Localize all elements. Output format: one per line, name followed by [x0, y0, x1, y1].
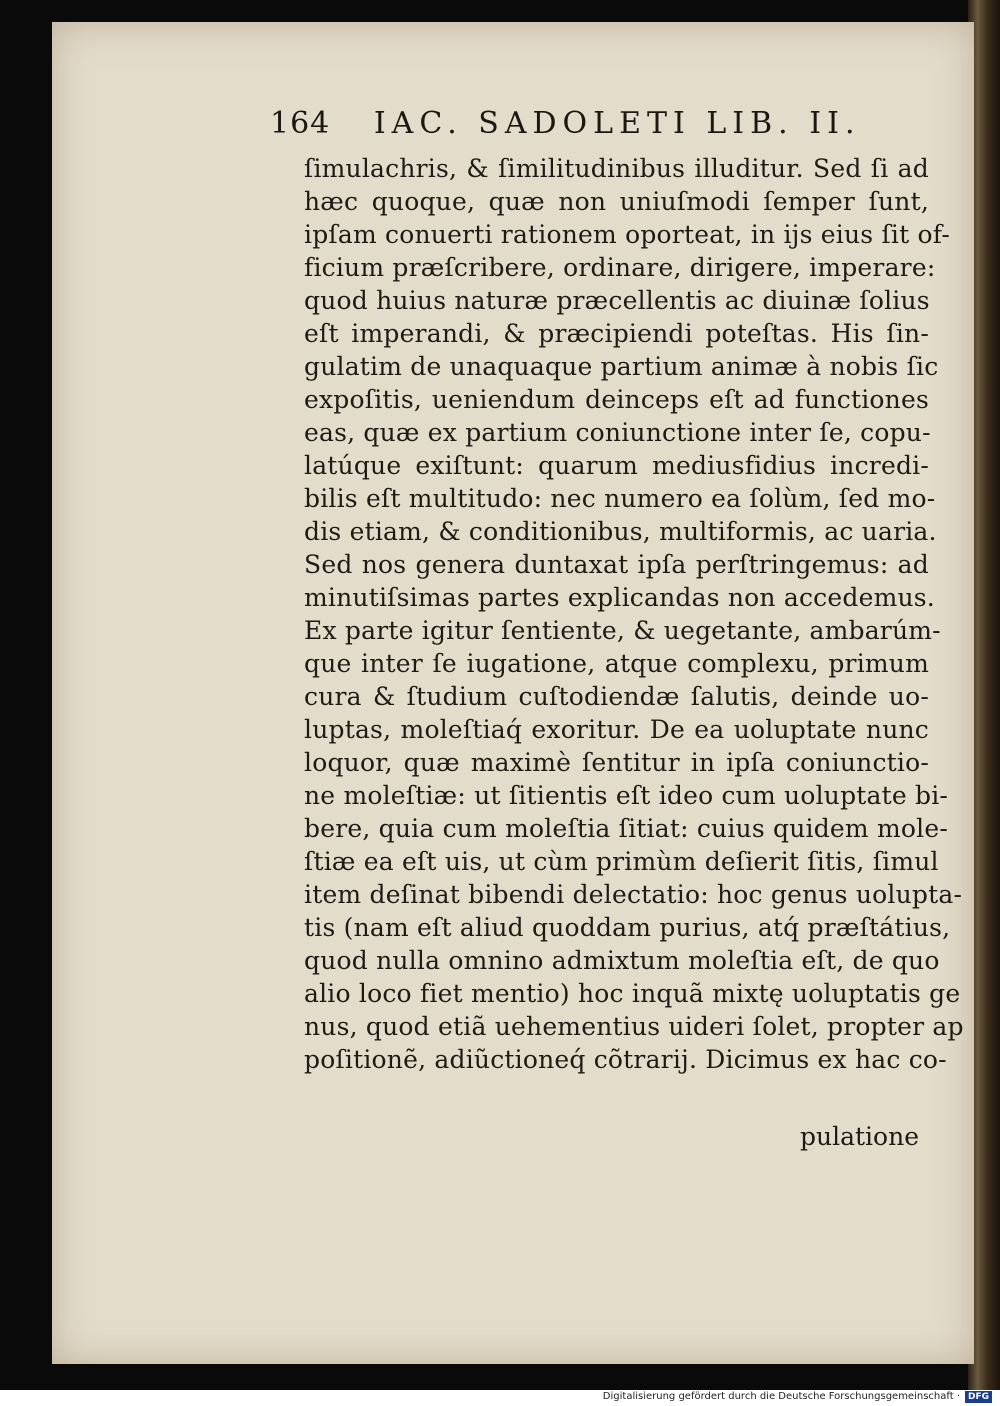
text-line: bere, quia cum moleſtia ſitiat: cuius quidem mole- [304, 814, 948, 843]
body-text [304, 152, 964, 1076]
text-line: Sed nos genera duntaxat ipſa perſtringemus: ad [304, 550, 929, 579]
catchword: pulatione [800, 1122, 919, 1151]
text-line: ficium præſcribere, ordinare, dirigere, imperare: [304, 253, 936, 282]
text-line: quod huius naturæ præcellentis ac diuinæ ſolius [304, 286, 930, 315]
text-line: ne moleſtiæ: ut ſitientis eſt ideo cum uoluptate bi- [304, 781, 949, 810]
text-line: Ex parte igitur ſentiente, & uegetante, ambarúm- [304, 616, 941, 645]
text-line: ipſam conuerti rationem oporteat, in ijs eius ſit of- [304, 220, 950, 249]
page-number: 164 [270, 106, 331, 141]
text-line: eas, quæ ex partium coniunctione inter ſe, copu- [304, 418, 931, 447]
running-header [270, 106, 890, 142]
text-line: nus, quod etiã uehementius uideri ſolet, propter ap [304, 1012, 964, 1041]
text-line: item deſinat bibendi delectatio: hoc genus uolupta- [304, 880, 963, 909]
running-title: IAC. SADOLETI LIB. II. [373, 106, 861, 141]
text-line: alio loco fiet mentio) hoc inquã mixtę uoluptatis ge [304, 979, 961, 1008]
text-line: dis etiam, & conditionibus, multiformis, ac uaria. [304, 517, 937, 546]
text-line: cura & ſtudium cuſtodiendæ ſalutis, deinde uo- [304, 682, 929, 711]
text-line: minutiſsimas partes explicandas non accedemus. [304, 583, 935, 612]
text-line: hæc quoque, quæ non uniuſmodi ſemper ſunt, [304, 187, 929, 216]
funding-credit: Digitalisierung gefördert durch die Deutsche Forschungsgemeinschaft · [602, 1391, 960, 1402]
text-line: expoſitis, ueniendum deinceps eſt ad functiones [304, 385, 929, 414]
dfg-logo: DFG [965, 1391, 992, 1403]
text-line: ſimulachris, & ſimilitudinibus illuditur. Sed ſi ad [304, 154, 929, 183]
text-line: latúque exiſtunt: quarum mediusfidius incredi- [304, 451, 929, 480]
text-line: que inter ſe iugatione, atque complexu, primum [304, 649, 929, 678]
text-line: ſtiæ ea eſt uis, ut cùm primùm deſierit ſitis, ſimul [304, 847, 939, 876]
text-line: loquor, quæ maximè ſentitur in ipſa coniunctio- [304, 748, 929, 777]
text-line: eſt imperandi, & præcipiendi poteſtas. His ſin- [304, 319, 929, 348]
text-line: bilis eſt multitudo: nec numero ea ſolùm, ſed mo- [304, 484, 936, 513]
text-line: luptas, moleſtiaq́ exoritur. De ea uoluptate nunc [304, 715, 929, 744]
text-line: gulatim de unaquaque partium animæ à nobis ſic [304, 352, 939, 381]
text-line: quod nulla omnino admixtum moleſtia eſt, de quo [304, 946, 940, 975]
text-line: poſitionẽ, adiũctioneq́ cõtrarij. Dicimus ex hac co- [304, 1045, 947, 1074]
text-line: tis (nam eſt aliud quoddam purius, atq́ præſtátius, [304, 913, 951, 942]
